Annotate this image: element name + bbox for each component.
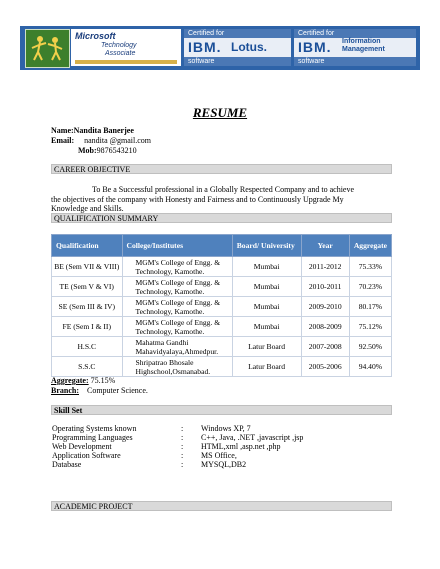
header-board: Board/ University <box>232 235 301 257</box>
cell-college: MGM's College of Engg. & Technology, Kamothe. <box>122 277 232 297</box>
skill-row <box>51 460 391 470</box>
ibm-information-management-badge <box>294 29 416 66</box>
contact-name <box>51 126 134 136</box>
cell-college: MGM's College of Engg. & Technology, Kamothe. <box>122 297 232 317</box>
mob-value: 9876543210 <box>96 146 137 155</box>
cell-college: MGM's College of Engg. & Technology, Kamothe. <box>122 317 232 337</box>
qualification-table <box>51 234 392 377</box>
header-qualification: Qualification <box>52 235 123 257</box>
table-row <box>52 337 392 357</box>
table-row <box>52 277 392 297</box>
cert1-brand: IBM. <box>188 39 222 55</box>
header-college: College/Institutes <box>122 235 232 257</box>
cell-aggregate: 70.23% <box>349 277 391 297</box>
cert1-bottom: software <box>184 57 291 66</box>
cert1-product: Lotus. <box>231 40 267 54</box>
aggregate-line <box>51 376 115 386</box>
cell-aggregate: 94.40% <box>349 357 391 377</box>
skill-set-heading: Skill Set <box>51 405 392 415</box>
figures-icon <box>26 30 69 67</box>
cell-year: 2011-2012 <box>301 257 349 277</box>
aggregate-label: Aggregate: <box>51 376 89 385</box>
branch-value: Computer Science. <box>87 386 148 395</box>
career-line-1: To Be a Successful professional in a Globally Respected Company and to achieve <box>92 185 355 194</box>
microsoft-line2: Associate <box>105 50 136 57</box>
cert2-bottom: software <box>294 57 416 66</box>
cell-aggregate: 75.33% <box>349 257 391 277</box>
email-label: Email: <box>51 136 75 145</box>
cell-qualification: BE (Sem VII & VIII) <box>52 257 123 277</box>
cell-board: Mumbai <box>232 297 301 317</box>
email-value: nandita @gmail.com <box>84 136 152 145</box>
skill-colon: : <box>181 433 184 442</box>
cell-aggregate: 80.17% <box>349 297 391 317</box>
cert2-brand: IBM. <box>298 39 332 55</box>
skill-value: MYSQL,DB2 <box>201 460 247 469</box>
academic-project-heading: ACADEMIC PROJECT <box>51 501 392 511</box>
table-row <box>52 297 392 317</box>
skill-label: Programming Languages <box>52 433 133 442</box>
cell-college: Shripatrao Bhosale Highschool,Osmanabad. <box>122 357 232 377</box>
skill-colon: : <box>181 451 184 460</box>
certification-banner <box>20 26 420 70</box>
qualification-header-row <box>52 235 392 257</box>
cell-board: Latur Board <box>232 337 301 357</box>
skill-label: Application Software <box>52 451 121 460</box>
resume-title: RESUME <box>192 105 248 120</box>
branch-line <box>51 386 148 396</box>
microsoft-line1: Technology <box>101 42 137 49</box>
cert1-top: Certified for <box>184 29 291 38</box>
table-row <box>52 257 392 277</box>
cell-aggregate: 75.12% <box>349 317 391 337</box>
ibm-lotus-badge <box>184 29 291 66</box>
cell-board: Mumbai <box>232 277 301 297</box>
aggregate-value: 75.15% <box>90 376 116 385</box>
microsoft-strip <box>75 60 177 64</box>
mob-label: Mob: <box>78 146 97 155</box>
cert2-top: Certified for <box>294 29 416 38</box>
cell-college: MGM's College of Engg. & Technology, Kamothe. <box>122 257 232 277</box>
cell-board: Mumbai <box>232 317 301 337</box>
cell-college: Mahatma Gandhi Mahavidyalaya,Ahmedpur. <box>122 337 232 357</box>
cell-board: Latur Board <box>232 357 301 377</box>
skill-colon: : <box>181 442 184 451</box>
skill-label: Operating Systems known <box>52 424 137 433</box>
header-year: Year <box>301 235 349 257</box>
cell-board: Mumbai <box>232 257 301 277</box>
cert2-product-line1: Information <box>342 38 381 45</box>
cell-qualification: SE (Sem III & IV) <box>52 297 123 317</box>
cell-qualification: H.S.C <box>52 337 123 357</box>
qualification-summary-heading: QUALIFICATION SUMMARY <box>51 213 392 223</box>
cell-qualification: FE (Sem I & II) <box>52 317 123 337</box>
certification-logo-image <box>25 29 70 68</box>
cell-year: 2009-2010 <box>301 297 349 317</box>
skill-value: C++, Java, .NET ,javascript ,jsp <box>201 433 304 442</box>
cell-year: 2007-2008 <box>301 337 349 357</box>
microsoft-badge <box>71 29 181 66</box>
skill-colon: : <box>181 460 184 469</box>
cell-qualification: S.S.C <box>52 357 123 377</box>
name-label: Name: <box>51 126 74 135</box>
skill-label: Web Development <box>52 442 112 451</box>
cell-qualification: TE (Sem V & VI) <box>52 277 123 297</box>
branch-label: Branch: <box>51 386 79 395</box>
cell-year: 2008-2009 <box>301 317 349 337</box>
skill-label: Database <box>52 460 82 469</box>
contact-email <box>51 136 151 146</box>
cert2-product-line2: Management <box>342 46 385 53</box>
contact-mob <box>78 146 137 156</box>
skill-colon: : <box>181 424 184 433</box>
career-line-2: the objectives of the company with Honesty and Fairness and to Continuously Upgrade My <box>51 195 344 204</box>
cell-year: 2005-2006 <box>301 357 349 377</box>
table-row <box>52 357 392 377</box>
header-aggregate: Aggregate <box>349 235 391 257</box>
skill-value: Windows XP, 7 <box>201 424 251 433</box>
cell-year: 2010-2011 <box>301 277 349 297</box>
table-row <box>52 317 392 337</box>
microsoft-name: Microsoft <box>75 31 116 41</box>
skill-value: HTML,xml ,asp.net ,php <box>201 442 281 451</box>
career-objective-heading: CAREER OBJECTIVE <box>51 164 392 174</box>
cell-aggregate: 92.50% <box>349 337 391 357</box>
name-value: Nandita Banerjee <box>73 126 134 135</box>
career-line-3: Knowledge and Skills. <box>51 204 124 213</box>
skill-value: MS Office, <box>201 451 237 460</box>
